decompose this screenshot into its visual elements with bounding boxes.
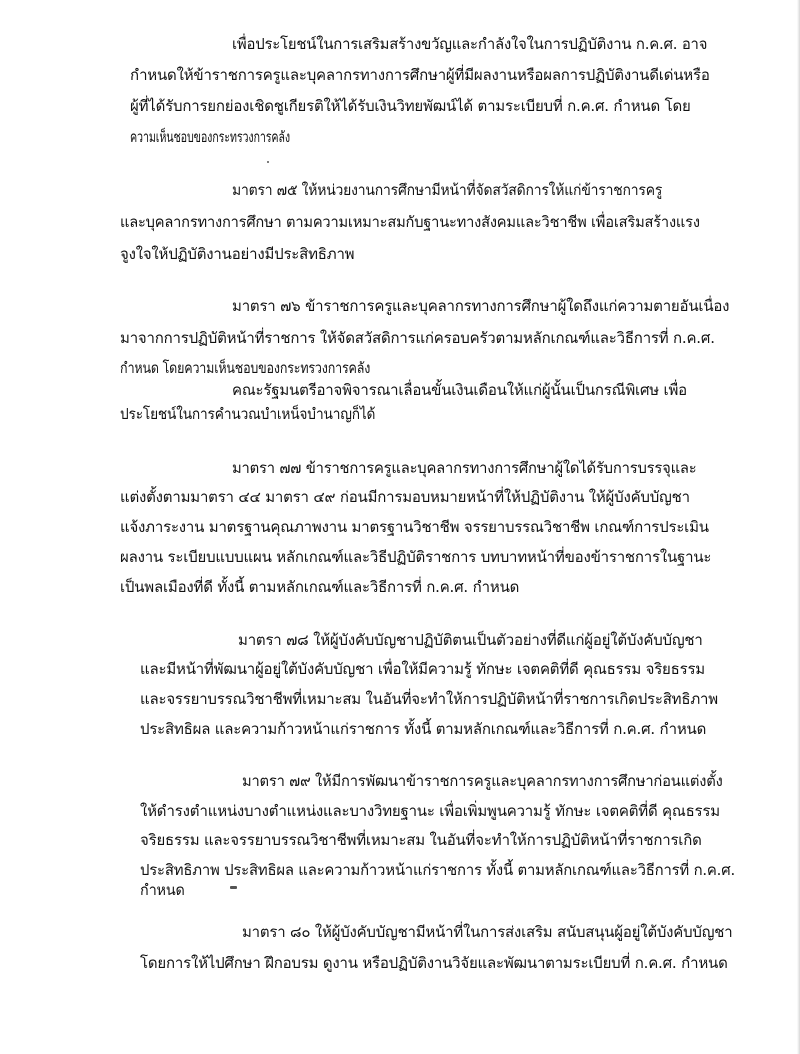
section-76-line: มาจากการปฏิบัติหน้าที่ราชการ ให้จัดสวัสดิการแก่ครอบครัวตามหลักเกณฑ์และวิธีการที่ ก.ค.ศ.: [120, 329, 715, 347]
section-77-line: แจ้งภาระงาน มาตรฐานคุณภาพงาน มาตรฐานวิชาชีพ จรรยาบรรณวิชาชีพ เกณฑ์การประเมิน: [120, 518, 709, 536]
section-77-line: ผลงาน ระเบียบแบบแผน หลักเกณฑ์และวิธีปฏิบัติราชการ บทบาทหน้าที่ของข้าราชการในฐานะ: [120, 548, 712, 566]
paragraph-intro-line: กำหนดให้ข้าราชการครูและบุคลากรทางการศึกษาผู้ที่มีผลงานหรือผลการปฏิบัติงานดีเด่นหรือ: [130, 66, 710, 84]
section-76-line: ประโยชน์ในการคำนวณบำเหน็จบำนาญก็ได้: [120, 405, 376, 423]
section-75-line: จูงใจให้ปฏิบัติงานอย่างมีประสิทธิภาพ: [120, 245, 355, 263]
section-76-line: คณะรัฐมนตรีอาจพิจารณาเลื่อนขั้นเงินเดือนให้แก่ผู้นั้นเป็นกรณีพิเศษ เพื่อ: [232, 381, 687, 399]
paragraph-intro-line: ผู้ที่ได้รับการยกย่องเชิดชูเกียรติให้ได้รับเงินวิทยพัฒน์ได้ ตามระเบียบที่ ก.ค.ศ. กำหนด โดย: [130, 97, 691, 115]
section-78-line: ประสิทธิผล และความก้าวหน้าแก่ราชการ ทั้งนี้ ตามหลักเกณฑ์และวิธีการที่ ก.ค.ศ. กำหนด: [140, 720, 707, 738]
section-79-line: กำหนด: [140, 881, 185, 899]
scan-speck: [267, 161, 269, 163]
paragraph-intro-line: ความเห็นชอบของกระทรวงการคลัง: [130, 128, 290, 146]
section-75-line: มาตรา ๗๕ ให้หน่วยงานการศึกษามีหน้าที่จัดสวัสดิการให้แก่ข้าราชการครู: [232, 181, 663, 199]
section-77-line: มาตรา ๗๗ ข้าราชการครูและบุคลากรทางการศึกษาผู้ใดได้รับการบรรจุและ: [232, 459, 697, 477]
paragraph-intro-line: เพื่อประโยชน์ในการเสริมสร้างขวัญและกำลังใจในการปฏิบัติงาน ก.ค.ศ. อาจ: [232, 35, 708, 53]
section-77-line: แต่งตั้งตามมาตรา ๔๔ มาตรา ๔๙ ก่อนมีการมอบหมายหน้าที่ให้ปฏิบัติงาน ให้ผู้บังคับบัญชา: [120, 488, 690, 506]
section-79-line: ให้ดำรงตำแหน่งบางตำแหน่งและบางวิทยฐานะ เพื่อเพิ่มพูนความรู้ ทักษะ เจตคติที่ดี คุณธรรม: [140, 802, 720, 820]
section-79-line: ประสิทธิภาพ ประสิทธิผล และความก้าวหน้าแก่ราชการ ทั้งนี้ ตามหลักเกณฑ์และวิธีการที่ ก.ค.ศ.: [140, 861, 735, 879]
section-77-line: เป็นพลเมืองที่ดี ทั้งนี้ ตามหลักเกณฑ์และวิธีการที่ ก.ค.ศ. กำหนด: [120, 578, 520, 596]
section-80-line: โดยการให้ไปศึกษา ฝึกอบรม ดูงาน หรือปฏิบัติงานวิจัยและพัฒนาตามระเบียบที่ ก.ค.ศ. กำหนด: [140, 954, 728, 972]
section-79-line: มาตรา ๗๙ ให้มีการพัฒนาข้าราชการครูและบุคลากรทางการศึกษาก่อนแต่งตั้ง: [242, 772, 723, 790]
section-75-line: และบุคลากรทางการศึกษา ตามความเหมาะสมกับฐานะทางสังคมและวิชาชีพ เพื่อเสริมสร้างแรง: [120, 213, 700, 231]
scan-speck: [230, 886, 237, 889]
section-78-line: มาตรา ๗๘ ให้ผู้บังคับบัญชาปฏิบัติตนเป็นตัวอย่างที่ดีแก่ผู้อยู่ใต้บังคับบัญชา: [238, 631, 703, 649]
section-76-line: กำหนด โดยความเห็นชอบของกระทรวงการคลัง: [120, 359, 371, 377]
section-79-line: จริยธรรม และจรรยาบรรณวิชาชีพที่เหมาะสม ในอันที่จะทำให้การปฏิบัติหน้าที่ราชการเกิด: [140, 831, 702, 849]
section-78-line: และจรรยาบรรณวิชาชีพที่เหมาะสม ในอันที่จะทำให้การปฏิบัติหน้าที่ราชการเกิดประสิทธิภาพ: [140, 690, 718, 708]
section-80-line: มาตรา ๘๐ ให้ผู้บังคับบัญชามีหน้าที่ในการส่งเสริม สนับสนุนผู้อยู่ใต้บังคับบัญชา: [242, 923, 733, 941]
section-76-line: มาตรา ๗๖ ข้าราชการครูและบุคลากรทางการศึกษาผู้ใดถึงแก่ความตายอันเนื่อง: [232, 297, 730, 315]
section-78-line: และมีหน้าที่พัฒนาผู้อยู่ใต้บังคับบัญชา เพื่อให้มีความรู้ ทักษะ เจตคติที่ดี คุณธรรม จริยธรรม: [140, 660, 705, 678]
